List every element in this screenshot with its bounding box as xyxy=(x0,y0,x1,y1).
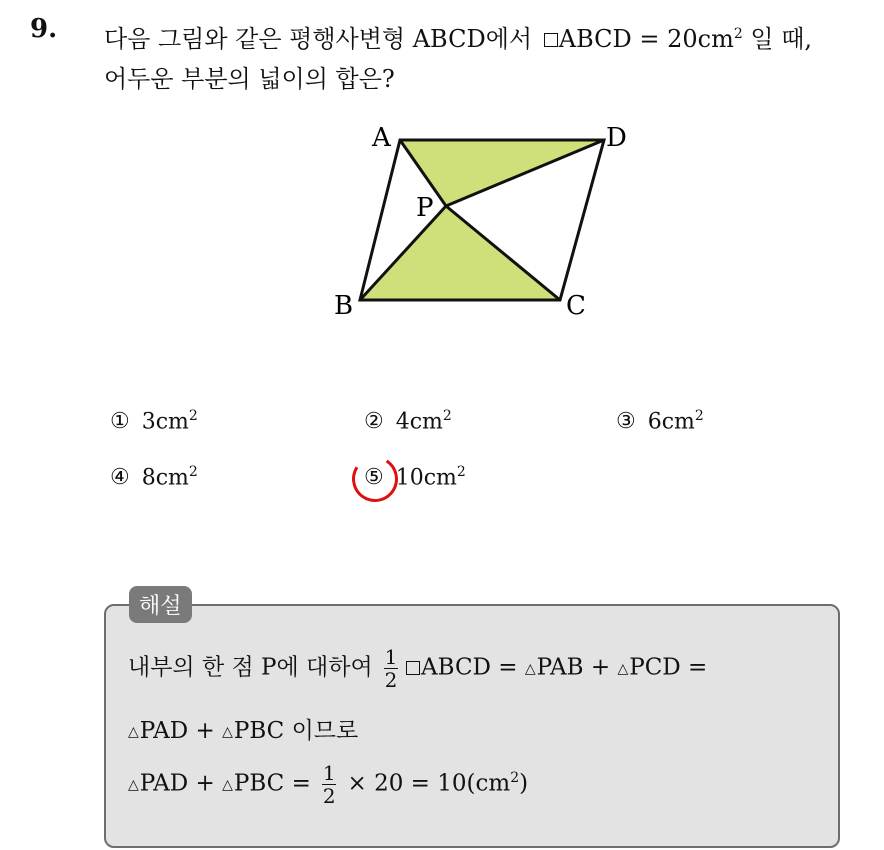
solution-pbc-2: PBC = xyxy=(233,770,311,797)
solution-pad-2: PAD + xyxy=(139,770,223,797)
parallelogram-symbol xyxy=(406,661,420,675)
solution-line-3 xyxy=(128,762,528,807)
choice-1[interactable] xyxy=(110,408,198,434)
choice-5[interactable] xyxy=(364,464,466,490)
question-line-1 xyxy=(104,14,874,59)
shaded-triangle-pbc xyxy=(360,206,560,300)
question-line-1-area: ABCD = 20cm xyxy=(558,25,734,53)
solution-line-1-text: 내부의 한 점 P에 대하여 xyxy=(128,654,373,681)
choice-3-sup: 2 xyxy=(694,408,704,424)
choice-1-value: 3cm xyxy=(141,409,189,435)
choice-5-value: 10cm xyxy=(395,465,457,491)
question-line-2: 어두운 부분의 넓이의 합은? xyxy=(104,65,395,93)
superscript: 2 xyxy=(733,26,743,42)
solution-line-1 xyxy=(128,646,707,691)
choice-1-sup: 2 xyxy=(188,408,198,424)
solution-pcd: PCD = xyxy=(629,654,708,681)
choice-5-sup: 2 xyxy=(456,464,466,480)
choice-4-number: ④ xyxy=(110,465,130,491)
solution-pad: PAD + xyxy=(139,718,223,744)
fraction-numerator: 1 xyxy=(384,645,398,669)
selected-answer-circle xyxy=(348,452,403,507)
solution-result: × 20 = 10(cm xyxy=(347,770,511,797)
triangle-symbol: △ xyxy=(222,776,233,793)
fraction-denominator: 2 xyxy=(322,784,336,808)
parallelogram-figure xyxy=(330,118,650,318)
question-line-1-text: 다음 그림와 같은 평행사변형 ABCD에서 xyxy=(104,25,540,53)
label-a: A xyxy=(372,123,391,153)
parallelogram-symbol xyxy=(544,33,558,47)
solution-sup: 2 xyxy=(510,769,520,786)
choice-2-value: 4cm xyxy=(395,409,443,435)
fraction-half-2 xyxy=(322,762,336,807)
triangle-symbol: △ xyxy=(128,724,139,740)
label-p: P xyxy=(416,193,434,223)
choice-2[interactable] xyxy=(364,408,452,434)
choice-3[interactable] xyxy=(616,408,704,434)
choice-3-number: ③ xyxy=(616,409,636,435)
triangle-symbol: △ xyxy=(128,776,139,793)
choice-4-value: 8cm xyxy=(141,465,189,491)
choice-4-sup: 2 xyxy=(188,464,198,480)
solution-tag: 해설 xyxy=(129,586,192,623)
fraction-half xyxy=(384,646,398,691)
triangle-symbol: △ xyxy=(617,660,629,677)
solution-abcd: ABCD = xyxy=(421,654,525,681)
label-b: B xyxy=(334,291,354,318)
solution-close-paren: ) xyxy=(519,770,529,797)
label-c: C xyxy=(566,291,586,318)
solution-line-2 xyxy=(128,712,358,745)
choice-1-number: ① xyxy=(110,409,130,435)
label-d: D xyxy=(606,123,627,153)
choice-3-value: 6cm xyxy=(647,409,695,435)
question-number: 9. xyxy=(30,14,58,44)
choice-2-sup: 2 xyxy=(442,408,452,424)
fraction-numerator: 1 xyxy=(322,761,336,785)
question-line-1-tail: 일 때, xyxy=(742,25,813,53)
solution-pbc-therefore: PBC 이므로 xyxy=(233,718,359,744)
solution-pab: PAB + xyxy=(536,654,618,681)
question-text xyxy=(104,14,874,99)
triangle-symbol: △ xyxy=(222,724,233,740)
choice-4[interactable] xyxy=(110,464,198,490)
fraction-denominator: 2 xyxy=(384,668,398,692)
choice-5-number: ⑤ xyxy=(364,465,384,491)
choice-2-number: ② xyxy=(364,409,384,435)
triangle-symbol: △ xyxy=(524,660,536,677)
